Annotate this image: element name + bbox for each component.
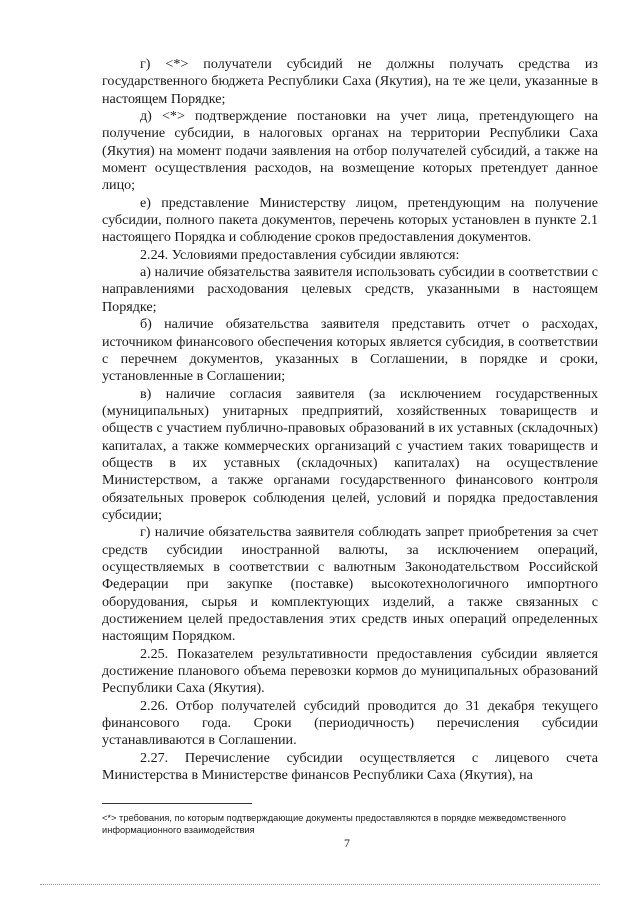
- paragraph-d-tax-registration: д) <*> подтверждение постановки на учет лица, претендующего на получение субсидии, в налоговых органах на территории Республики Саха (Якутия) на момент подачи заявления на отбор получателей субсидий, а также на момент осуществления расходов, на возмещение которых претендует данное лицо;: [102, 108, 598, 194]
- paragraph-g-recipients: г) <*> получатели субсидий не должны получать средства из государственного бюджета Республики Саха (Якутия), на те же цели, указанные в настоящем Порядке;: [102, 56, 598, 107]
- paragraph-e-documents: е) представление Министерству лицом, претендующим на получение субсидии, полного пакета документов, перечень которых установлен в пункте 2.1 настоящего Порядка и соблюдение сроков предоставления документов.: [102, 194, 598, 246]
- paragraph-v-consent: в) наличие согласия заявителя (за исключением государственных (муниципальных) унитарных предприятий, хозяйственных товариществ и обществ с участием публично-правовых образований в их уставных (складочных) капиталах, а также коммерческих организаций с участием таких товариществ и обществ в их уставных (складочных) капиталах) на осуществление Министерством, а также органами государственного финансового контроля обязательных проверок соблюдения целей, условий и порядка предоставления субсидии;: [102, 385, 598, 523]
- paragraph-2-26: 2.26. Отбор получателей субсидий проводится до 31 декабря текущего финансового года. Сроки (периодичность) перечисления субсидии устанавливаются в Соглашении.: [102, 697, 598, 749]
- paragraph-2-27: 2.27. Перечисление субсидии осуществляется с лицевого счета Министерства в Министерстве финансов Республики Саха (Якутия), на: [102, 749, 598, 784]
- body-text: [102, 56, 598, 784]
- footnote: <*> требования, по которым подтверждающие документы предоставляются в порядке межведомственного информационного взаимодействия: [102, 813, 566, 835]
- page-number: 7: [344, 836, 350, 850]
- paragraph-a-obligation: а) наличие обязательства заявителя использовать субсидии в соответствии с направлениями расходования целевых средств, указанными в настоящем Порядке;: [102, 264, 598, 315]
- paragraph-g-currency: г) наличие обязательства заявителя соблюдать запрет приобретения за счет средств субсидии иностранной валюты, за исключением операций, осуществляемых в соответствии с валютным Законодательством Российской Федерации при закупке (поставке) высокотехнологичного импортного оборудования, сырья и комплектующих изделий, а также связанных с достижением целей предоставления этих средств иных операций определенных настоящим Порядком.: [102, 524, 598, 645]
- paragraph-2-25: 2.25. Показателем результативности предоставления субсидии является достижение планового объема перевозки кормов до муниципальных образований Республики Саха (Якутия).: [102, 645, 598, 697]
- paragraph-b-report: б) наличие обязательства заявителя представить отчет о расходах, источником финансового обеспечения которых является субсидия, в соответствии с перечнем документов, указанных в Соглашении, в порядке и сроки, установленные в Соглашении;: [102, 316, 598, 385]
- scan-edge-line: [40, 884, 600, 885]
- paragraph-2-24-heading: 2.24. Условиями предоставления субсидии являются:: [140, 246, 460, 263]
- footnote-separator: [102, 803, 252, 804]
